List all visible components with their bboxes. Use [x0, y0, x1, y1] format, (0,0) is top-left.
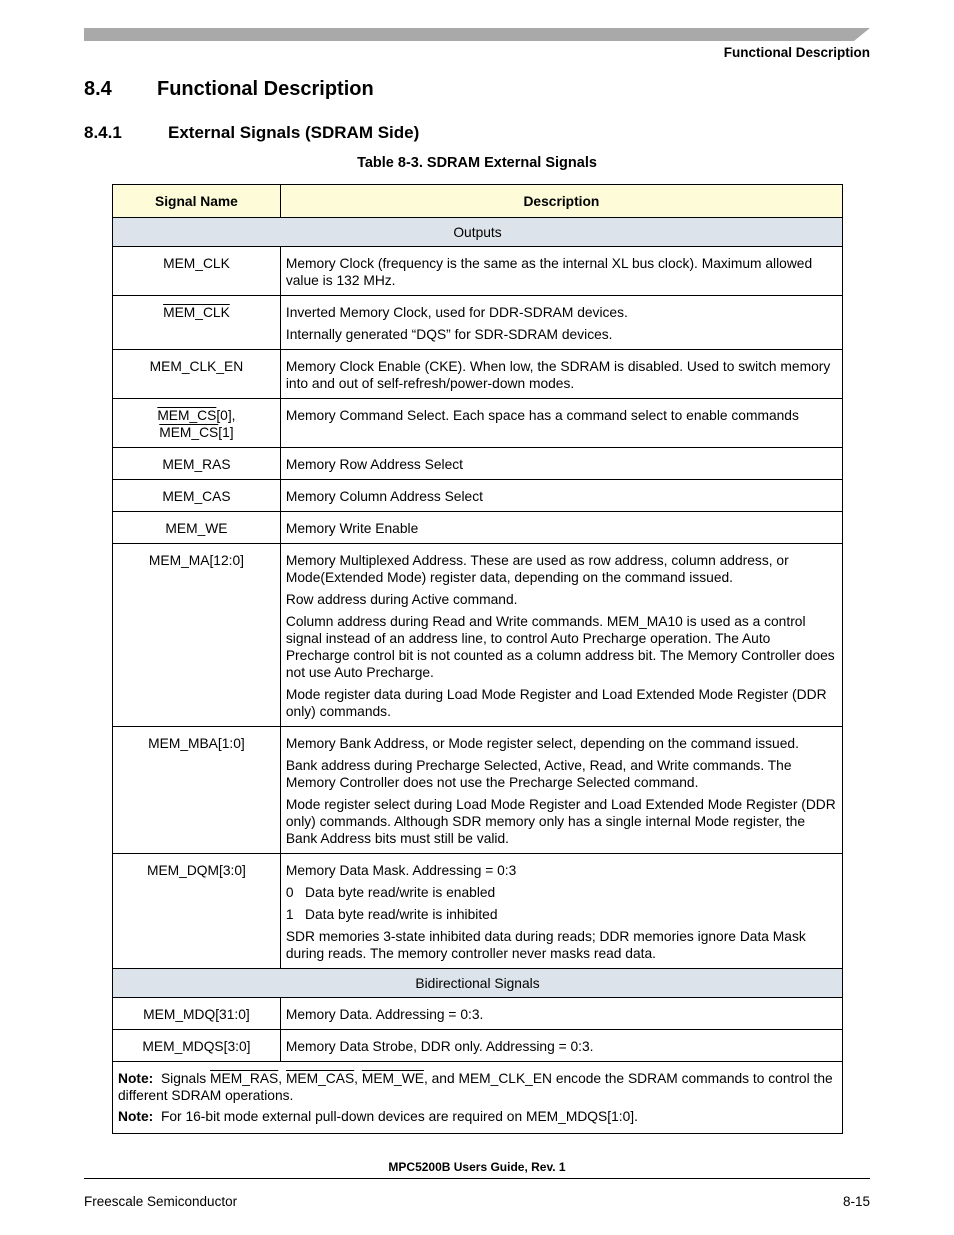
- description-paragraph: Memory Data. Addressing = 0:3.: [285, 1007, 484, 1022]
- footer-divider: [84, 1178, 870, 1179]
- signal-name-active-low: MEM_CS: [157, 408, 217, 423]
- subsection-heading: [84, 123, 419, 143]
- signal-description: [280, 512, 842, 544]
- description-paragraph: Inverted Memory Clock, used for DDR-SDRAM devices.: [285, 305, 628, 320]
- table-row: [113, 448, 843, 480]
- description-paragraph: 1 Data byte read/write is inhibited: [285, 907, 498, 922]
- signal-description: [280, 448, 842, 480]
- signal-name: MEM_DQM[3:0]: [113, 854, 281, 969]
- table-row: [113, 480, 843, 512]
- description-paragraph: Memory Data Strobe, DDR only. Addressing = 0:3.: [285, 1039, 594, 1054]
- signal-name-active-low: MEM_CS: [159, 425, 219, 440]
- description-paragraph: Row address during Active command.: [285, 592, 518, 607]
- signal-description: [280, 998, 842, 1030]
- signal-name: [113, 296, 281, 350]
- sdram-signals-table: [112, 184, 843, 1134]
- description-paragraph: Internally generated “DQS” for SDR-SDRAM devices.: [285, 327, 613, 342]
- description-paragraph: Memory Row Address Select: [285, 457, 463, 472]
- description-paragraph: 0 Data byte read/write is enabled: [285, 885, 496, 900]
- signal-name: [113, 399, 281, 448]
- footer-guide-title: MPC5200B Users Guide, Rev. 1: [388, 1160, 566, 1174]
- signal-index: [1]: [218, 425, 234, 440]
- table-row: [113, 350, 843, 399]
- signal-description: [280, 727, 842, 854]
- note-text: ,: [354, 1071, 362, 1086]
- description-paragraph: Memory Clock (frequency is the same as the internal XL bus clock). Maximum allowed value is 132 MHz.: [285, 256, 813, 288]
- note-2: [118, 1108, 837, 1125]
- table-header-row: [113, 185, 843, 218]
- table-notes: [113, 1062, 843, 1134]
- signal-name: MEM_MDQS[3:0]: [113, 1030, 281, 1062]
- description-paragraph: Mode register select during Load Mode Register and Load Extended Mode Register (DDR only) commands. Although SDR memory only has a single internal Mode register, the Bank Address bits must still be valid.: [285, 797, 836, 846]
- running-header: Functional Description: [723, 45, 870, 60]
- signal-description: [280, 399, 842, 448]
- header-bar: [84, 28, 870, 41]
- note-label: Note:: [118, 1109, 154, 1124]
- signal-name-active-low: MEM_RAS: [210, 1071, 279, 1086]
- table-row: [113, 512, 843, 544]
- table-row: [113, 854, 843, 969]
- signal-name: MEM_MDQ[31:0]: [113, 998, 281, 1030]
- signal-name: MEM_CLK: [113, 247, 281, 296]
- signal-name: MEM_WE: [113, 512, 281, 544]
- signal-description: [280, 1030, 842, 1062]
- signal-description: [280, 854, 842, 969]
- section-label-outputs: Outputs: [113, 218, 843, 247]
- signal-index: [0],: [216, 408, 236, 423]
- table-row: [113, 1030, 843, 1062]
- section-title: Functional Description: [157, 78, 374, 100]
- footer-company: Freescale Semiconductor: [84, 1194, 238, 1209]
- table-row: [113, 247, 843, 296]
- description-paragraph: Column address during Read and Write commands. MEM_MA10 is used as a control signal instead of an address line, to control Auto Precharge operation. The Auto Precharge control bit is not counted as a column address bit. The Memory Controller does not use Auto Precharge.: [285, 614, 835, 680]
- section-number: 8.4: [84, 78, 112, 100]
- section-heading: [84, 78, 374, 101]
- page-number: 8-15: [842, 1194, 870, 1209]
- description-paragraph: Bank address during Precharge Selected, Active, Read, and Write commands. The Memory Controller does not use the Precharge Selected command.: [285, 758, 792, 790]
- description-paragraph: Memory Clock Enable (CKE). When low, the SDRAM is disabled. Used to switch memory into and out of self-refresh/power-down modes.: [285, 359, 831, 391]
- column-header-signal-name: Signal Name: [113, 185, 281, 218]
- signal-name-active-low: MEM_CLK: [163, 305, 230, 320]
- table-notes-row: [113, 1062, 843, 1134]
- signal-name: MEM_CAS: [113, 480, 281, 512]
- note-text: Signals: [160, 1071, 211, 1086]
- signal-description: [280, 544, 842, 727]
- table-row: [113, 998, 843, 1030]
- table-row: [113, 727, 843, 854]
- signal-name-active-low: MEM_CAS: [285, 1071, 355, 1086]
- note-text: For 16-bit mode external pull-down devices are required on MEM_MDQS[1:0].: [160, 1109, 638, 1124]
- note-text: , and MEM_CLK_EN encode the SDRAM commands to control the different SDRAM operations.: [118, 1071, 833, 1103]
- subsection-number: 8.4.1: [84, 123, 122, 142]
- signal-description: [280, 350, 842, 399]
- signal-description: [280, 480, 842, 512]
- description-paragraph: Memory Column Address Select: [285, 489, 483, 504]
- signal-description: [280, 247, 842, 296]
- section-row-bidirectional: [113, 969, 843, 998]
- description-paragraph: Memory Data Mask. Addressing = 0:3: [285, 863, 517, 878]
- signal-name: MEM_MBA[1:0]: [113, 727, 281, 854]
- subsection-title: External Signals (SDRAM Side): [168, 123, 420, 142]
- signal-name: MEM_CLK_EN: [113, 350, 281, 399]
- signal-name-active-low: MEM_WE: [361, 1071, 424, 1086]
- table-row: [113, 296, 843, 350]
- description-paragraph: Memory Multiplexed Address. These are used as row address, column address, or Mode(Extended Mode) register data, depending on the command issued.: [285, 553, 789, 585]
- table-row: [113, 544, 843, 727]
- signal-name: MEM_RAS: [113, 448, 281, 480]
- note-label: Note:: [118, 1071, 154, 1086]
- description-paragraph: SDR memories 3-state inhibited data during reads; DDR memories ignore Data Mask during reads. The memory controller never masks read data.: [285, 929, 806, 961]
- table-caption: Table 8-3. SDRAM External Signals: [357, 155, 597, 171]
- column-header-description: Description: [280, 185, 842, 218]
- description-paragraph: Memory Write Enable: [285, 521, 419, 536]
- table-row: [113, 399, 843, 448]
- signal-name: MEM_MA[12:0]: [113, 544, 281, 727]
- description-paragraph: Memory Bank Address, or Mode register select, depending on the command issued.: [285, 736, 799, 751]
- note-text: ,: [278, 1071, 286, 1086]
- description-paragraph: Memory Command Select. Each space has a command select to enable commands: [285, 408, 799, 423]
- section-row-outputs: [113, 218, 843, 247]
- description-paragraph: Mode register data during Load Mode Register and Load Extended Mode Register (DDR only) commands.: [285, 687, 827, 719]
- section-label-bidirectional: Bidirectional Signals: [113, 969, 843, 998]
- signal-description: [280, 296, 842, 350]
- note-1: [118, 1070, 837, 1104]
